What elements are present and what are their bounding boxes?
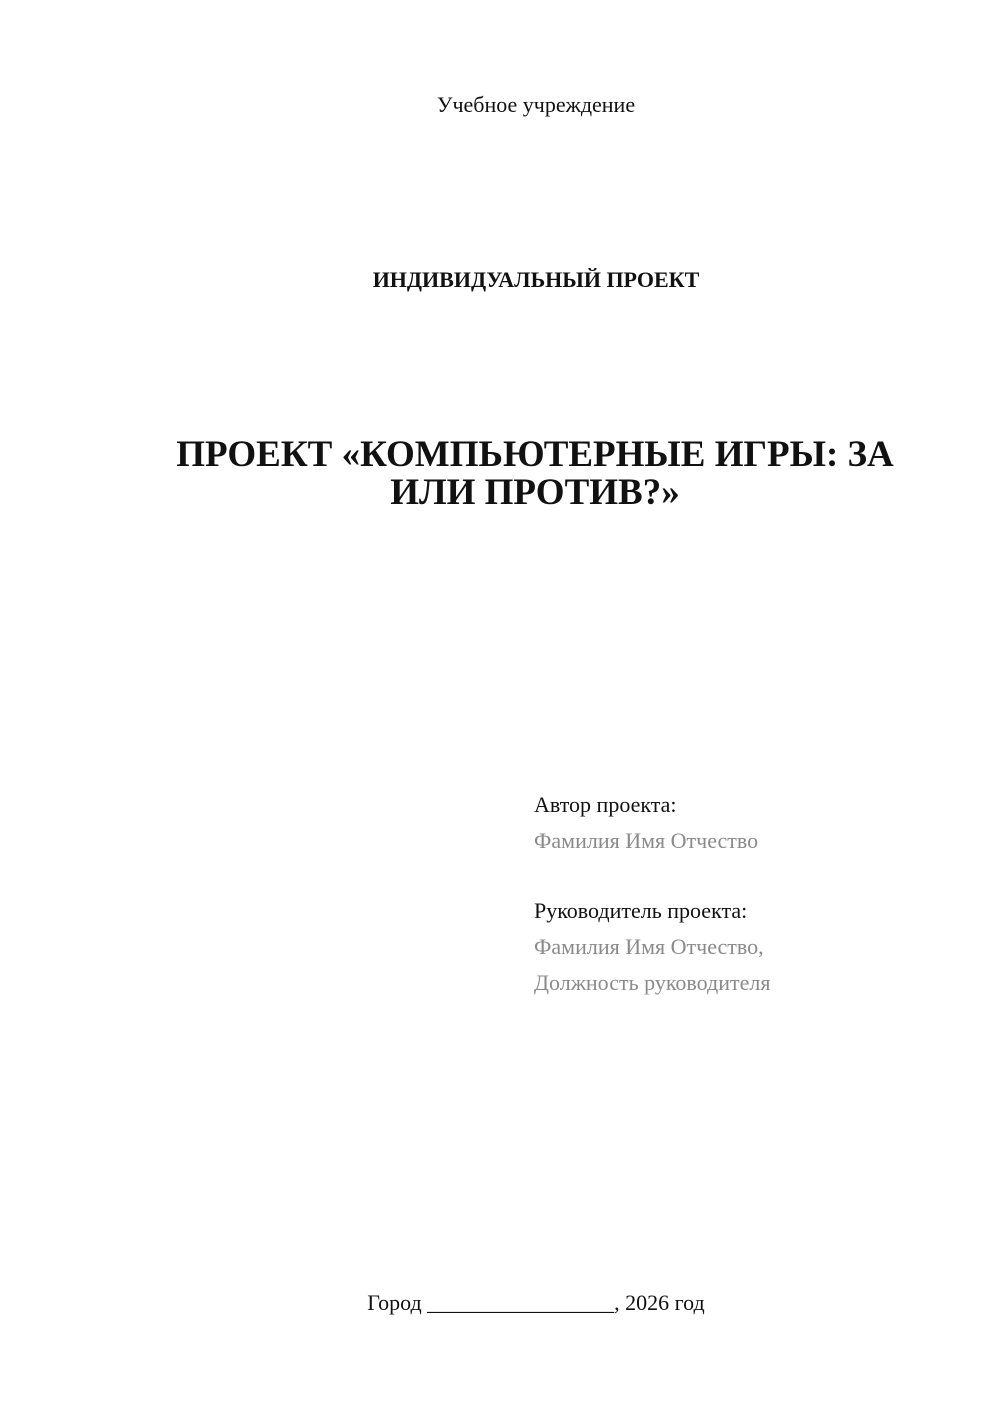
- supervisor-name: Фамилия Имя Отчество,: [534, 934, 764, 959]
- project-title-line-2: ИЛИ ПРОТИВ?»: [390, 472, 680, 513]
- document-type: ИНДИВИДУАЛЬНЫЙ ПРОЕКТ: [372, 267, 700, 292]
- supervisor-position: Должность руководителя: [534, 970, 771, 995]
- project-title-line-1: ПРОЕКТ «КОМПЬЮТЕРНЫЕ ИГРЫ: ЗА: [176, 434, 894, 475]
- author-label: Автор проекта:: [534, 792, 677, 817]
- author-name: Фамилия Имя Отчество: [534, 828, 759, 853]
- credits-block: [534, 787, 770, 1001]
- institution-name: Учебное учреждение: [436, 92, 636, 117]
- supervisor-label: Руководитель проекта:: [534, 898, 748, 923]
- project-title: [150, 436, 920, 512]
- city-year-line: Город _________________, 2026 год: [367, 1290, 705, 1315]
- credits-spacer: [534, 859, 770, 893]
